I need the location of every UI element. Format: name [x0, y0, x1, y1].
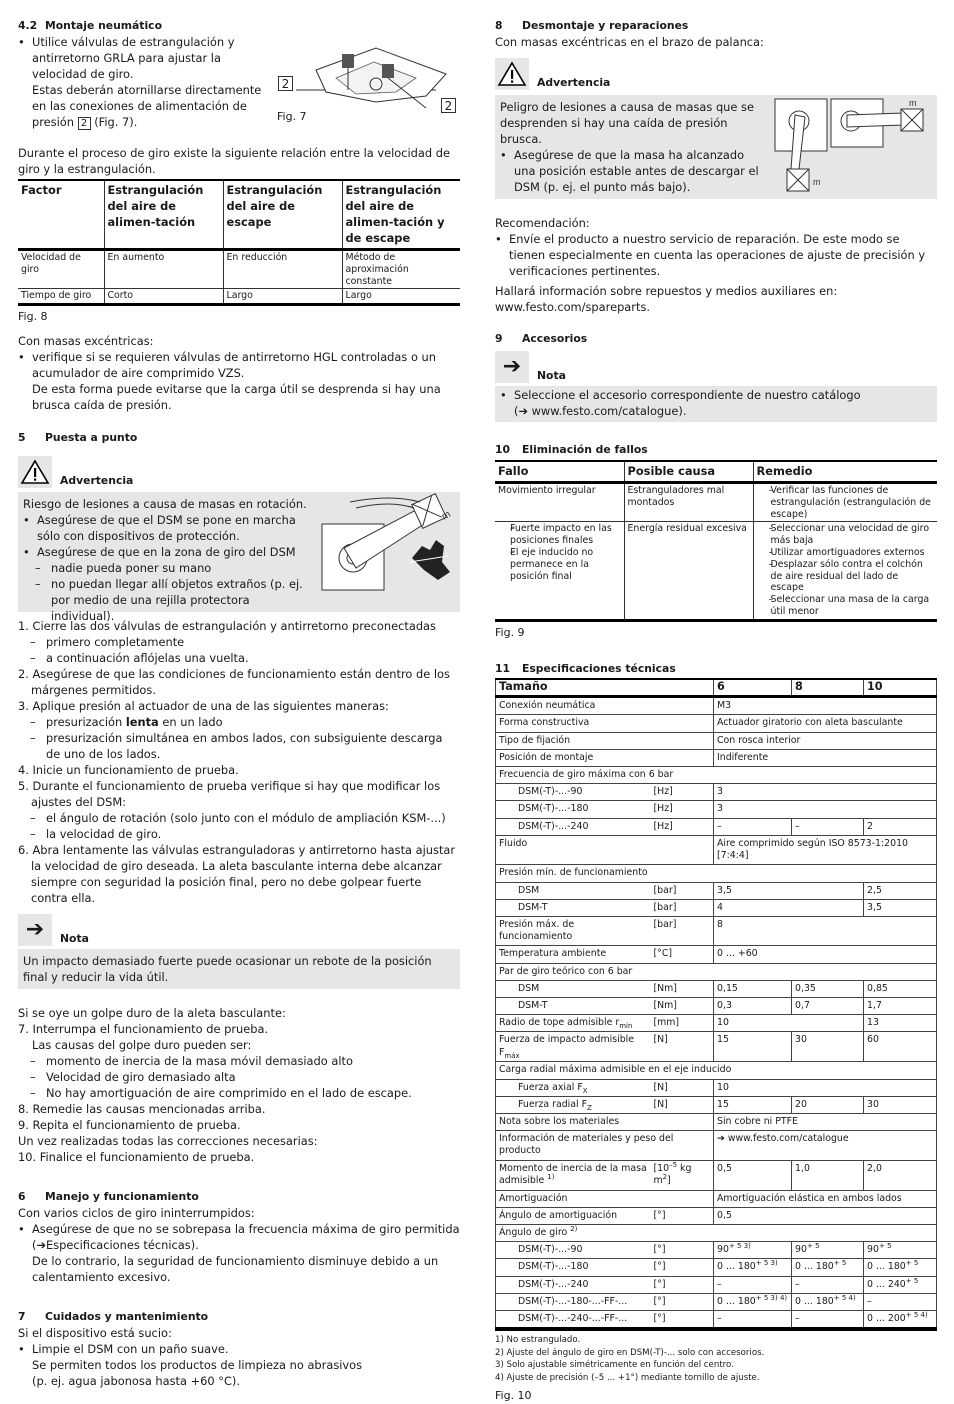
warning-text: Riesgo de lesiones a causa de masas en rotación. [23, 497, 307, 512]
dash-item: – primero completamente [18, 634, 460, 650]
warning-box [495, 95, 937, 199]
table-cell: 8 [714, 916, 937, 945]
table-cell: Conexión neumática [496, 697, 714, 715]
step-text: 4. Inicie un funcionamiento de prueba. [18, 763, 239, 778]
paragraph: Con masas excéntricas en el brazo de palanca: [495, 35, 764, 49]
fig7-caption: Fig. 7 [277, 110, 307, 123]
svg-text:m: m [813, 177, 821, 187]
fig7-callout: 2 [441, 98, 456, 113]
table-cell: Momento de inercia de la masa admisible $^{1)}$ [496, 1160, 651, 1190]
table-cell: Presión mín. de funcionamiento [496, 865, 937, 882]
table-cell: Largo [342, 289, 460, 305]
table-row [496, 1096, 937, 1113]
table-header-row [496, 679, 937, 697]
table-cell: DSM(-T)-...-180 [496, 1259, 651, 1276]
table-cell: $90^{+ 5 3)}$ [714, 1242, 792, 1259]
table-cell: 3,5 [864, 899, 937, 916]
table-cell: 0 ... $180^{+ 5 3) 4)}$ [714, 1293, 792, 1310]
table-cell: Ángulo de amortiguación [496, 1207, 651, 1224]
table-row [496, 1293, 937, 1310]
table-cell: 10 [714, 1079, 937, 1096]
bullet-cont: (p. ej. agua jabonosa hasta +60 °C). [32, 1374, 241, 1389]
table-row [496, 818, 937, 835]
warning-text: Peligro de lesiones a causa de masas que se desprenden si hay una caída de presión brusca. [500, 100, 754, 146]
table-cell: – [714, 1276, 792, 1293]
table-cell: [°] [651, 1259, 714, 1276]
table-cell: [bar] [651, 882, 714, 899]
table-cell: [°] [651, 1276, 714, 1293]
dash-item: – nadie pueda poner su mano [23, 560, 313, 576]
table-cell: – [792, 818, 864, 835]
table-cell: 2,5 [864, 882, 937, 899]
table-row [496, 899, 937, 916]
table-cell: Tipo de fijación [496, 732, 714, 749]
table-cell: DSM-T [496, 899, 651, 916]
table-cell: Fuerza de impacto admisible $F_{máx}$ [496, 1032, 651, 1062]
table-cell: DSM(-T)-...-180 [496, 801, 651, 818]
dash-item: – Seleccionar una masa de la carga útil menor [757, 594, 935, 618]
fig9-troubleshooting-table [495, 460, 937, 622]
table-cell: 3 [714, 801, 937, 818]
step-text: 6. Abra lentamente las válvulas estranguladoras y antirretorno hasta ajustar la velocidad de giro deseada. La aleta basculante interna debe alcanzar siempre con seguridad la posición final, pero no debe golpear fuerte contra ella. [18, 843, 456, 906]
table-cell: 0 ... +60 [714, 946, 937, 963]
dash-item: – Utilizar amortiguadores externos [757, 547, 935, 559]
fig8-table [18, 179, 460, 306]
rotation-hazard-illustration [320, 496, 458, 608]
dash-item: – a continuación aflójelas una vuelta. [18, 650, 460, 666]
table-row [496, 946, 937, 963]
table-cell: [°] [651, 1293, 714, 1310]
table-cell: [Nm] [651, 997, 714, 1014]
table-header-cell: Remedio [753, 461, 937, 483]
note-header [18, 906, 460, 946]
table-cell: 13 [864, 1015, 937, 1032]
table-cell [753, 483, 937, 522]
note-box [495, 386, 937, 422]
step-text: 9. Repita el funcionamiento de prueba. [18, 1118, 241, 1133]
table-row [496, 882, 937, 899]
bullet-text: • Envíe el producto a nuestro servicio de reparación. De este modo se tienen especialmente en cuenta las operaciones de ajuste de precisión y verificaciones pertinentes. [495, 231, 937, 279]
warning-icon [495, 58, 529, 90]
fig9-caption: Fig. 9 [495, 625, 525, 639]
table-row [18, 289, 460, 305]
table-row [496, 732, 937, 749]
step-text: 7. Interrumpa el funcionamiento de prueba. [18, 1022, 269, 1037]
table-cell: Con rosca interior [714, 732, 937, 749]
section-11-heading: 11 Especificaciones técnicas [495, 661, 676, 675]
table-header-cell: Estrangulación del aire de alimen-tación [104, 180, 223, 250]
table-cell: Movimiento irregular [498, 485, 596, 496]
table-header-cell: Tamaño [496, 679, 714, 697]
table-cell: Temperatura ambiente [496, 946, 651, 963]
table-cell: 4 [714, 899, 864, 916]
warning-icon [18, 456, 52, 488]
bullet-text: • Asegúrese de que en la zona de giro del DSM [23, 544, 313, 560]
table-cell: 3,5 [714, 882, 864, 899]
table-row [496, 784, 937, 801]
dash-item: – la velocidad de giro. [18, 826, 460, 842]
paragraph: Un vez realizadas todas las correcciones necesarias: [18, 1134, 318, 1149]
arrow-right-icon: ➔ [495, 351, 529, 383]
table-cell: 0,35 [792, 980, 864, 997]
right-column [495, 14, 937, 1404]
paragraph: Si se oye un golpe duro de la aleta basculante: [18, 1006, 286, 1021]
table-row [496, 1113, 937, 1130]
table-cell [495, 522, 624, 620]
table-cell: Ángulo de giro $^{2)}$ [496, 1224, 937, 1241]
bullet-text: • Seleccione el accesorio correspondiente de nuestro catálogo [500, 387, 932, 403]
left-column [18, 14, 460, 1389]
table-cell: 0,5 [714, 1207, 937, 1224]
section-4-2-heading: 4.2 Montaje neumático [18, 19, 162, 32]
fig8-caption: Fig. 8 [18, 310, 48, 324]
eccentric-text: Con masas excéntricas: [18, 334, 154, 349]
table-cell: DSM(-T)-...-240-...-FF-... [496, 1310, 651, 1329]
table-cell: 0 ... $180^{+ 5 3)}$ [714, 1259, 792, 1276]
table-cell: 10 [714, 1015, 864, 1032]
table-cell: Fuerza axial $F_X$ [496, 1079, 651, 1096]
table-row [496, 980, 937, 997]
table-cell: Presión máx. de funcionamiento [496, 916, 651, 945]
step-text: 8. Remedie las causas mencionadas arriba. [18, 1102, 266, 1117]
step-text: 2. Asegúrese de que las condiciones de funcionamiento están dentro de los márgenes permitidos. [18, 667, 450, 698]
table-cell [753, 522, 937, 620]
table-cell: 2 [864, 818, 937, 835]
table-cell: Velocidad de giro [21, 252, 81, 275]
table-row [496, 1062, 937, 1079]
footnote: 2) Ajuste del ángulo de giro en DSM(-T)-... solo con accesorios. [495, 1347, 765, 1358]
table-header-row [18, 180, 460, 250]
table-cell: 15 [714, 1032, 792, 1062]
section-4-2-text [18, 34, 263, 130]
table-cell: 1,0 [792, 1160, 864, 1190]
table-row [496, 1207, 937, 1224]
table-cell: 0 ... $240^{+ 5}$ [864, 1276, 937, 1293]
table-cell: 0,85 [864, 980, 937, 997]
relation-text: Durante el proceso de giro existe la siguiente relación entre la velocidad de giro y la estrangulación. [18, 146, 450, 176]
table-row [496, 1190, 937, 1207]
table-cell: ➔ www.festo.com/catalogue [714, 1131, 937, 1160]
table-cell: DSM(-T)-...-240 [496, 1276, 651, 1293]
warning-header [18, 448, 460, 488]
table-cell: Aire comprimido según ISO 8573-1:2010 [7:4:4] [714, 835, 937, 864]
paragraph: Con varios ciclos de giro ininterrumpidos: [18, 1206, 255, 1221]
note-header [495, 347, 937, 383]
paragraph: Si el dispositivo está sucio: [18, 1326, 172, 1341]
dash-item: – Velocidad de giro demasiado alta [18, 1069, 460, 1085]
table-row [496, 1224, 937, 1241]
ref-box: 2 [78, 117, 91, 130]
table-header-cell: Estrangulación del aire de escape [223, 180, 342, 250]
dash-item: – el ángulo de rotación (solo junto con el módulo de ampliación KSM-...) [18, 810, 460, 826]
table-cell: [°] [651, 1207, 714, 1224]
note-text: Un impacto demasiado fuerte puede ocasionar un rebote de la posición final y reducir la vida útil. [23, 954, 432, 985]
footnote: 3) Solo ajustable simétricamente en función del centro. [495, 1360, 734, 1371]
table-cell: [N] [651, 1096, 714, 1113]
table-row [496, 749, 937, 766]
dash-item: – momento de inercia de la masa móvil demasiado alto [18, 1053, 460, 1069]
table-cell: [Nm] [651, 980, 714, 997]
table-cell: 2,0 [864, 1160, 937, 1190]
footnote: 4) Ajuste de precisión (–5 ... +1°) mediante tornillo de ajuste. [495, 1372, 760, 1383]
table-cell: [°C] [651, 946, 714, 963]
table-row [496, 715, 937, 732]
table-cell: 0,3 [714, 997, 792, 1014]
section-9-heading: 9 Accesorios [495, 332, 588, 345]
table-cell: 0,5 [714, 1160, 792, 1190]
bullet-cont: De lo contrario, la seguridad de funcionamiento disminuye debido a un calentamiento excesivo. [32, 1254, 439, 1285]
table-header-cell: Posible causa [624, 461, 753, 483]
bullet-text: • Limpie el DSM con un paño suave. [18, 1341, 460, 1357]
note-label: Nota [537, 369, 566, 382]
table-row [496, 1276, 937, 1293]
warning-label: Advertencia [537, 76, 611, 89]
table-cell: 0 ... $180^{+ 5 4)}$ [792, 1293, 864, 1310]
paragraph: Hallará información sobre repuestos y medios auxiliares en: www.festo.com/spareparts. [495, 284, 838, 314]
table-cell: [°] [651, 1242, 714, 1259]
table-cell: – [792, 1276, 864, 1293]
table-cell: Amortiguación [496, 1190, 714, 1207]
bullet-cont: Estas deberán atornillarse directamente en las conexiones de alimentación de presión 2 (Fig. 7). [32, 83, 262, 129]
table-cell: [N] [651, 1079, 714, 1096]
table-cell: DSM [496, 980, 651, 997]
table-cell: Método de aproximación constante [342, 250, 460, 289]
bullet-cont: Se permiten todos los productos de limpieza no abrasivos [32, 1358, 363, 1373]
section-5-heading: 5 Puesta a punto [18, 431, 138, 445]
table-row [496, 1242, 937, 1259]
table-cell: [bar] [651, 899, 714, 916]
table-header-cell: Factor [21, 183, 62, 197]
eccentric-mass-illustration [771, 97, 935, 197]
table-header-cell: Estrangulación del aire de alimen-tación y de escape [342, 180, 460, 250]
section-10-heading: 10 Eliminación de fallos [495, 443, 648, 456]
table-cell: 30 [792, 1032, 864, 1062]
table-cell: DSM(-T)-...-240 [496, 818, 651, 835]
dash-item: – presurización lenta en un lado [18, 714, 460, 730]
section-8-heading: 8 Desmontaje y reparaciones [495, 19, 689, 32]
table-cell: Carga radial máxima admisible en el eje inducido [496, 1062, 937, 1079]
table-cell: 3 [714, 784, 937, 801]
dash-item: – Fuerte impacto en las posiciones finales [498, 523, 621, 547]
dash-item: – Desplazar sólo contra el colchón de aire residual del lado de escape [757, 559, 935, 594]
table-cell: 15 [714, 1096, 792, 1113]
table-header-row [495, 461, 937, 483]
table-cell: Par de giro teórico con 6 bar [496, 963, 937, 980]
table-row [496, 1079, 937, 1096]
section-7-heading: 7 Cuidados y mantenimiento [18, 1310, 209, 1324]
table-header-cell: Fallo [498, 464, 529, 478]
table-row [496, 1131, 937, 1160]
dash-item: – no puedan llegar allí objetos extraños (p. ej. por medio de una rejilla protectora individual). [23, 576, 313, 624]
paragraph: Recomendación: [495, 216, 590, 230]
table-cell: Sin cobre ni PTFE [714, 1113, 937, 1130]
table-cell: 0 ... $180^{+ 5}$ [792, 1259, 864, 1276]
table-cell: [Hz] [651, 818, 714, 835]
table-cell: 0 ... $180^{+ 5}$ [864, 1259, 937, 1276]
dash-item: – presurización simultánea en ambos lados, con subsiguiente descarga de uno de los lados. [18, 730, 460, 762]
table-cell: – [714, 818, 792, 835]
table-row [496, 997, 937, 1014]
table-row [496, 1259, 937, 1276]
fig7-callout: 2 [278, 76, 293, 91]
table-cell: 30 [864, 1096, 937, 1113]
table-cell: Posición de montaje [496, 749, 714, 766]
table-cell: [$10^{-5}$ kg $m^2$] [651, 1160, 714, 1190]
section-4-2-block [18, 34, 460, 142]
table-cell: 1,7 [864, 997, 937, 1014]
table-cell: $90^{+ 5}$ [864, 1242, 937, 1259]
table-cell: – [792, 1310, 864, 1329]
table-cell: Largo [223, 289, 342, 305]
table-cell: [N] [651, 1032, 714, 1062]
table-cell: Estranguladores mal montados [624, 483, 753, 522]
note-label: Nota [60, 932, 89, 946]
bullet-text: • Asegúrese de que el DSM se pone en marcha sólo con dispositivos de protección. [23, 512, 313, 544]
table-cell: Frecuencia de giro máxima con 6 bar [496, 767, 937, 784]
table-header-cell: 8 [792, 679, 864, 697]
bullet-text: • verifique si se requieren válvulas de antirretorno HGL controladas o un acumulador de aire comprimido VZS. [18, 349, 460, 381]
bullet-cont: (➔ www.festo.com/catalogue). [514, 404, 687, 418]
warning-box [18, 492, 460, 624]
table-cell: Tiempo de giro [21, 290, 92, 302]
table-header-cell: 6 [714, 679, 792, 697]
table-cell: Amortiguación elástica en ambos lados [714, 1190, 937, 1207]
table-row [495, 522, 937, 620]
arrow-icon: ➔ [36, 1238, 46, 1253]
table-cell: 0,15 [714, 980, 792, 997]
table-cell: [Hz] [651, 801, 714, 818]
table-row [496, 697, 937, 715]
warning-label: Advertencia [60, 474, 134, 488]
dash-item: – El eje inducido no permanece en la posición final [498, 547, 621, 582]
footnote: 1) No estrangulado. [495, 1335, 581, 1346]
bullet-text: • Utilice válvulas de estrangulación y antirretorno GRLA para ajustar la velocidad de giro. [18, 34, 263, 82]
table-cell: DSM(-T)-...-90 [496, 784, 651, 801]
table-cell: DSM(-T)-...-180-...-FF-... [496, 1293, 651, 1310]
table-row [496, 801, 937, 818]
table-cell: Información de materiales y peso del producto [496, 1131, 714, 1160]
table-cell: DSM(-T)-...-90 [496, 1242, 651, 1259]
table-row [496, 963, 937, 980]
table-cell: DSM-T [496, 997, 651, 1014]
table-row [18, 250, 460, 289]
table-cell: – [864, 1293, 937, 1310]
warning-header [495, 50, 937, 90]
bullet-cont: De esta forma puede evitarse que la carga útil se desprenda si hay una brusca caída de presión. [32, 382, 441, 413]
table-cell: Corto [104, 289, 223, 305]
table-row [496, 1015, 937, 1032]
table-row [496, 1310, 937, 1329]
table-cell: – [714, 1310, 792, 1329]
step-text: 1. Cierre las dos válvulas de estrangulación y antirretorno preconectadas [18, 619, 436, 634]
table-cell: 0 ... $200^{+ 5 4)}$ [864, 1310, 937, 1329]
table-cell: [°] [651, 1310, 714, 1329]
dash-item: – No hay amortiguación de aire comprimido en el lado de escape. [18, 1085, 460, 1101]
note-box [18, 949, 460, 989]
table-row [496, 1160, 937, 1190]
table-cell: Forma constructiva [496, 715, 714, 732]
bullet-text: • Asegúrese de que no se sobrepasa la frecuencia máxima de giro permitida (➔Especificaciones técnicas). [18, 1221, 460, 1253]
bullet-text: • Asegúrese de que la masa ha alcanzado una posición estable antes de descargar el DSM (p. ej. el punto más bajo). [500, 147, 762, 195]
dash-item: – Verificar las funciones de estrangulación (estrangulación de escape) [757, 485, 935, 520]
fig10-spec-table [495, 678, 937, 1331]
step-text: 5. Durante el funcionamiento de prueba verifique si hay que modificar los ajustes del DSM: [18, 779, 441, 810]
table-cell: DSM [496, 882, 651, 899]
svg-text:m: m [909, 98, 917, 108]
table-cell: [mm] [651, 1015, 714, 1032]
table-cell: Radio de tope admisible $r_{mín}$ [496, 1015, 651, 1032]
table-cell: En reducción [223, 250, 342, 289]
table-row [496, 835, 937, 864]
table-header-cell: 10 [864, 679, 937, 697]
table-row [496, 1032, 937, 1062]
table-row [496, 916, 937, 945]
section-6-heading: 6 Manejo y funcionamiento [18, 1190, 199, 1204]
table-cell: 20 [792, 1096, 864, 1113]
table-cell: 60 [864, 1032, 937, 1062]
table-cell: 0,7 [792, 997, 864, 1014]
table-cell: Actuador giratorio con aleta basculante [714, 715, 937, 732]
table-cell: Indiferente [714, 749, 937, 766]
table-cell: Nota sobre los materiales [496, 1113, 714, 1130]
dash-item: – Seleccionar una velocidad de giro más baja [757, 523, 935, 547]
table-row [495, 483, 937, 522]
step-text: 3. Aplique presión al actuador de una de las siguientes maneras: [18, 699, 389, 714]
table-cell: Fluido [496, 835, 714, 864]
table-row [496, 865, 937, 882]
table-cell: [bar] [651, 916, 714, 945]
table-cell: Fuerza radial $F_Z$ [496, 1096, 651, 1113]
table-cell: M3 [714, 697, 937, 715]
table-cell: Energía residual excesiva [624, 522, 753, 620]
fig10-caption: Fig. 10 [495, 1388, 532, 1402]
table-cell: $90^{+ 5}$ [792, 1242, 864, 1259]
table-row [496, 767, 937, 784]
step-text: 10. Finalice el funcionamiento de prueba. [18, 1150, 255, 1165]
paragraph: Las causas del golpe duro pueden ser: [32, 1038, 252, 1053]
table-cell: [Hz] [651, 784, 714, 801]
arrow-right-icon: ➔ [18, 914, 52, 946]
svg-text:m: m [440, 509, 453, 523]
table-cell: En aumento [104, 250, 223, 289]
